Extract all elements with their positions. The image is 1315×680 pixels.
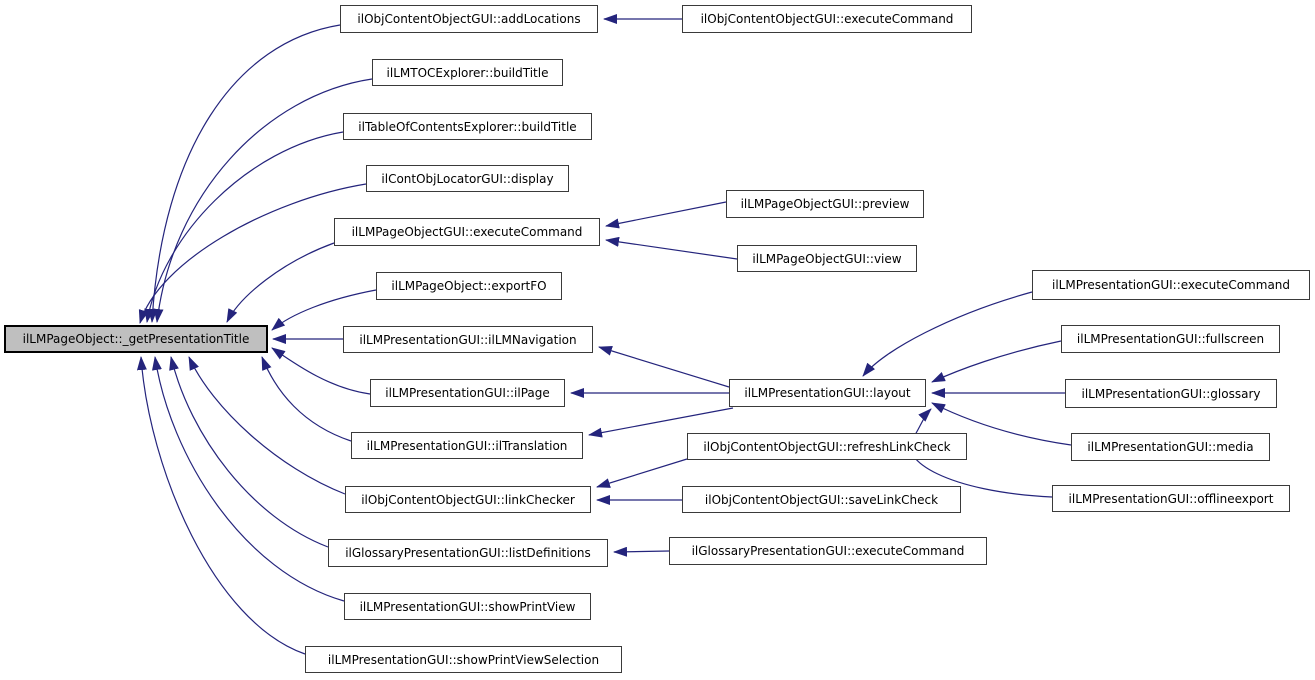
graph-node-display[interactable]: ilContObjLocatorGUI::display [366,165,569,192]
graph-node-saveLinkCheck[interactable]: ilObjContentObjectGUI::saveLinkCheck [682,486,961,513]
graph-node-listDefinitions[interactable]: ilGlossaryPresentationGUI::listDefinitions [328,539,608,567]
graph-node-tocBuildTitle[interactable]: ilTableOfContentsExplorer::buildTitle [343,113,592,140]
edge-ilPage-to-getPresentationTitle [272,348,370,394]
graph-node-layout[interactable]: ilLMPresentationGUI::layout [729,379,926,407]
edge-layout-to-ilLMNavigation [599,347,729,387]
graph-node-pageExecuteCommand[interactable]: ilLMPageObjectGUI::executeCommand [334,218,600,246]
graph-node-glossary[interactable]: ilLMPresentationGUI::glossary [1065,379,1277,408]
graph-node-ilPage[interactable]: ilLMPresentationGUI::ilPage [370,379,565,407]
graph-node-ilTranslation[interactable]: ilLMPresentationGUI::ilTranslation [351,432,583,459]
graph-node-objExecuteCommand[interactable]: ilObjContentObjectGUI::executeCommand [682,5,972,33]
graph-node-linkChecker[interactable]: ilObjContentObjectGUI::linkChecker [345,486,591,513]
graph-node-refreshLinkCheck[interactable]: ilObjContentObjectGUI::refreshLinkCheck [687,433,967,460]
edge-glossExecuteCommand-to-listDefinitions [614,551,669,552]
edge-presExecuteCommand-to-layout [863,292,1032,376]
edge-tocBuildTitle-to-getPresentationTitle [147,132,343,322]
edge-lmtocBuildTitle-to-getPresentationTitle [157,79,372,322]
edge-linkChecker-to-getPresentationTitle [189,357,345,494]
graph-node-glossExecuteCommand[interactable]: ilGlossaryPresentationGUI::executeCommand [669,537,987,565]
graph-node-offlineexport[interactable]: ilLMPresentationGUI::offlineexport [1052,485,1290,512]
graph-node-preview[interactable]: ilLMPageObjectGUI::preview [726,190,924,218]
graph-node-ilLMNavigation[interactable]: ilLMPresentationGUI::ilLMNavigation [343,326,593,353]
graph-node-getPresentationTitle: ilLMPageObject::_getPresentationTitle [4,325,268,353]
edge-preview-to-pageExecuteCommand [606,202,726,226]
edge-layout-to-ilTranslation [589,408,733,435]
edge-refreshLinkCheck-to-linkChecker [597,459,687,487]
graph-node-view[interactable]: ilLMPageObjectGUI::view [737,245,917,272]
edge-view-to-pageExecuteCommand [606,240,737,259]
edge-fullscreen-to-layout [932,341,1061,382]
edge-showPrintView-to-getPresentationTitle [155,357,344,601]
graph-node-fullscreen[interactable]: ilLMPresentationGUI::fullscreen [1061,325,1280,353]
edge-pageExecuteCommand-to-getPresentationTitle [227,243,334,322]
edge-listDefinitions-to-getPresentationTitle [171,357,328,547]
graph-node-presExecuteCommand[interactable]: ilLMPresentationGUI::executeCommand [1032,270,1310,300]
graph-node-lmtocBuildTitle[interactable]: ilLMTOCExplorer::buildTitle [372,59,563,86]
graph-node-showPrintView[interactable]: ilLMPresentationGUI::showPrintView [344,593,591,620]
edge-exportFO-to-getPresentationTitle [272,290,376,330]
edge-ilTranslation-to-getPresentationTitle [262,357,351,441]
graph-node-media[interactable]: ilLMPresentationGUI::media [1071,433,1270,461]
graph-node-exportFO[interactable]: ilLMPageObject::exportFO [376,272,562,300]
graph-node-addLocations[interactable]: ilObjContentObjectGUI::addLocations [340,5,598,33]
graph-node-showPrintViewSelection[interactable]: ilLMPresentationGUI::showPrintViewSelection [305,646,622,673]
